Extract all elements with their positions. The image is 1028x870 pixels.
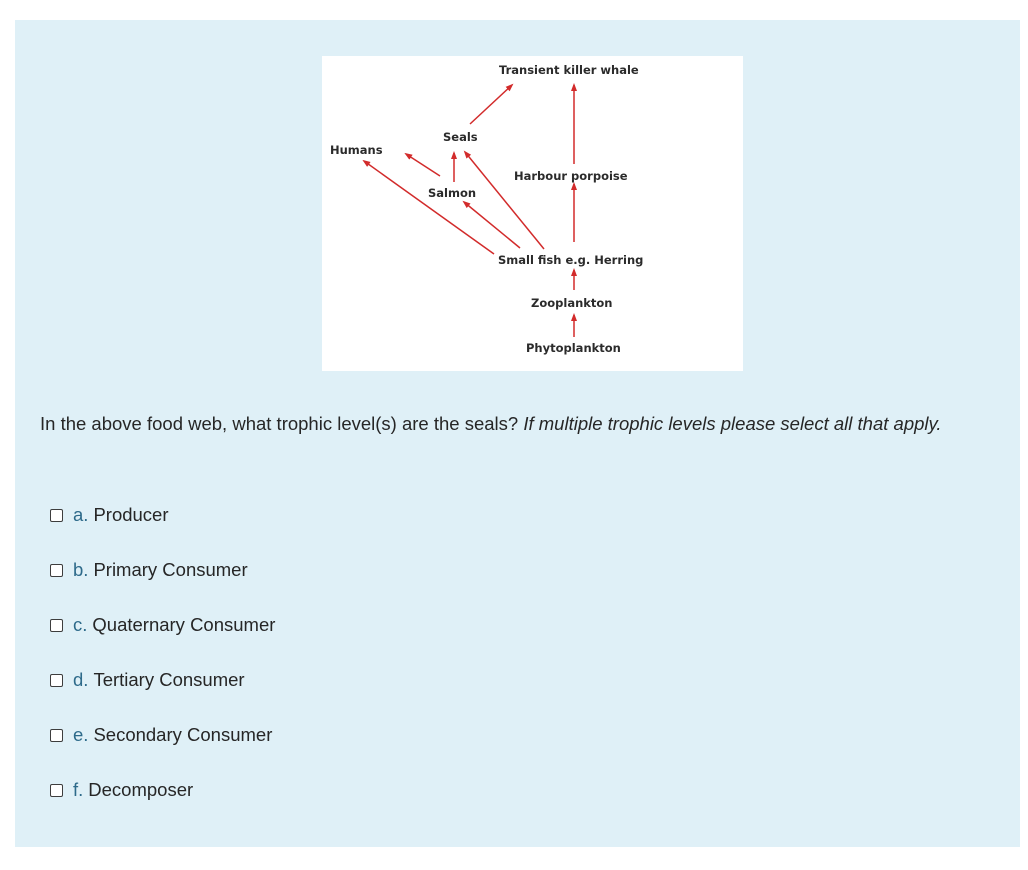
question-text bbox=[40, 409, 980, 439]
option-letter: a. bbox=[73, 504, 89, 525]
option-letter: c. bbox=[73, 614, 88, 635]
option-e[interactable] bbox=[50, 723, 272, 747]
option-label[interactable]: Decomposer bbox=[88, 779, 194, 800]
option-c[interactable] bbox=[50, 613, 275, 637]
food-web-diagram bbox=[322, 56, 743, 371]
option-label[interactable]: Primary Consumer bbox=[93, 559, 248, 580]
node-seals: Seals bbox=[443, 130, 478, 144]
question-instruction: If multiple trophic levels please select all that apply. bbox=[523, 413, 942, 434]
checkbox-a[interactable] bbox=[50, 509, 63, 522]
node-harbour-porpoise: Harbour porpoise bbox=[514, 169, 628, 183]
option-b[interactable] bbox=[50, 558, 248, 582]
option-label[interactable]: Quaternary Consumer bbox=[92, 614, 276, 635]
option-letter: d. bbox=[73, 669, 89, 690]
arrow-smallfish-to-humans bbox=[364, 161, 494, 254]
node-phytoplankton: Phytoplankton bbox=[526, 341, 621, 355]
option-label[interactable]: Producer bbox=[93, 504, 169, 525]
checkbox-c[interactable] bbox=[50, 619, 63, 632]
option-letter: b. bbox=[73, 559, 89, 580]
question-prompt: In the above food web, what trophic level(s) are the seals? bbox=[40, 413, 519, 434]
checkbox-f[interactable] bbox=[50, 784, 63, 797]
arrow-seals-to-humans bbox=[406, 154, 440, 176]
option-letter: e. bbox=[73, 724, 89, 745]
option-a[interactable] bbox=[50, 503, 169, 527]
node-small-fish: Small fish e.g. Herring bbox=[498, 253, 644, 267]
option-letter: f. bbox=[73, 779, 84, 800]
food-web-arrows bbox=[322, 56, 743, 371]
node-killer-whale: Transient killer whale bbox=[499, 63, 639, 77]
node-salmon: Salmon bbox=[428, 186, 477, 200]
option-f[interactable] bbox=[50, 778, 193, 802]
checkbox-d[interactable] bbox=[50, 674, 63, 687]
node-zooplankton: Zooplankton bbox=[531, 296, 613, 310]
option-d[interactable] bbox=[50, 668, 245, 692]
checkbox-b[interactable] bbox=[50, 564, 63, 577]
node-humans: Humans bbox=[330, 143, 383, 157]
option-label[interactable]: Secondary Consumer bbox=[93, 724, 273, 745]
option-label[interactable]: Tertiary Consumer bbox=[93, 669, 245, 690]
arrow-seals-to-killer-whale bbox=[470, 85, 512, 124]
checkbox-e[interactable] bbox=[50, 729, 63, 742]
